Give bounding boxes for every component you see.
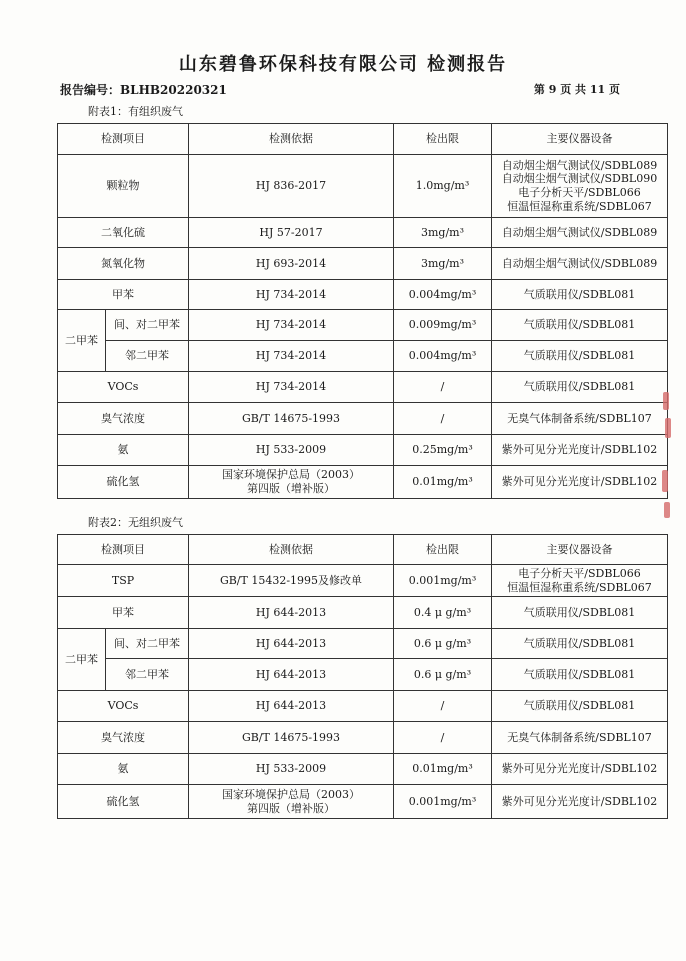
cell-item: 颗粒物 (58, 155, 189, 218)
cell-basis: HJ 644-2013 (189, 629, 394, 659)
cell-basis: HJ 734-2014 (189, 372, 394, 403)
table-row (58, 722, 668, 754)
group-label-xylene: 二甲苯 (58, 310, 106, 372)
cell-basis: HJ 644-2013 (189, 659, 394, 691)
table-row (58, 691, 668, 722)
cell-basis: HJ 644-2013 (189, 691, 394, 722)
cell-limit: 0.25mg/m³ (394, 435, 492, 466)
cell-item: 臭气浓度 (58, 722, 189, 754)
header-limit: 检出限 (394, 535, 492, 565)
table1-caption: 附表1：有组织废气 (88, 105, 183, 118)
cell-limit: 0.4 μ g/m³ (394, 597, 492, 629)
cell-limit: 0.01mg/m³ (394, 466, 492, 499)
cell-item: 邻二甲苯 (106, 341, 189, 372)
cell-basis: HJ 693-2014 (189, 248, 394, 280)
cell-item: 硫化氢 (58, 785, 189, 819)
header-basis: 检测依据 (189, 124, 394, 155)
table2-caption: 附表2：无组织废气 (88, 516, 183, 529)
cell-item: 氨 (58, 754, 189, 785)
table-header-row (58, 535, 668, 565)
cell-device: 气质联用仪/SDBL081 (492, 659, 668, 691)
cell-device: 气质联用仪/SDBL081 (492, 372, 668, 403)
cell-item: VOCs (58, 372, 189, 403)
cell-limit: / (394, 722, 492, 754)
cell-item: 甲苯 (58, 597, 189, 629)
header-item: 检测项目 (58, 124, 189, 155)
cell-device: 电子分析天平/SDBL066 恒温恒湿称重系统/SDBL067 (492, 565, 668, 597)
table-row (58, 310, 668, 341)
table-row (58, 248, 668, 280)
seal-edge-mark (662, 392, 672, 522)
table-row (58, 629, 668, 659)
cell-device: 自动烟尘烟气测试仪/SDBL089 (492, 248, 668, 280)
cell-limit: 0.6 μ g/m³ (394, 659, 492, 691)
cell-item: 臭气浓度 (58, 403, 189, 435)
cell-item: 间、对二甲苯 (106, 310, 189, 341)
table-row (58, 659, 668, 691)
cell-item: 间、对二甲苯 (106, 629, 189, 659)
table-row (58, 341, 668, 372)
cell-device: 自动烟尘烟气测试仪/SDBL089 自动烟尘烟气测试仪/SDBL090 电子分析天平/SDBL066 恒温恒湿称重系统/SDBL067 (492, 155, 668, 218)
cell-item: 邻二甲苯 (106, 659, 189, 691)
table-row (58, 155, 668, 218)
cell-device: 气质联用仪/SDBL081 (492, 597, 668, 629)
cell-basis: HJ 57-2017 (189, 218, 394, 248)
cell-device: 紫外可见分光光度计/SDBL102 (492, 466, 668, 499)
cell-limit: 0.6 μ g/m³ (394, 629, 492, 659)
header-limit: 检出限 (394, 124, 492, 155)
cell-basis: 国家环境保护总局（2003） 第四版（增补版） (189, 466, 394, 499)
cell-device: 气质联用仪/SDBL081 (492, 280, 668, 310)
cell-device: 紫外可见分光光度计/SDBL102 (492, 435, 668, 466)
cell-limit: 0.004mg/m³ (394, 280, 492, 310)
table-row (58, 280, 668, 310)
cell-limit: 3mg/m³ (394, 218, 492, 248)
cell-device: 气质联用仪/SDBL081 (492, 691, 668, 722)
table-row (58, 597, 668, 629)
cell-device: 无臭气体制备系统/SDBL107 (492, 722, 668, 754)
table-unorganized-exhaust (57, 534, 668, 819)
cell-limit: / (394, 403, 492, 435)
header-device: 主要仪器设备 (492, 535, 668, 565)
cell-item: VOCs (58, 691, 189, 722)
cell-device: 紫外可见分光光度计/SDBL102 (492, 785, 668, 819)
cell-basis: GB/T 15432-1995及修改单 (189, 565, 394, 597)
report-number: 报告编号：BLHB20220321 (60, 83, 227, 97)
cell-device: 气质联用仪/SDBL081 (492, 310, 668, 341)
table-row (58, 403, 668, 435)
table-header-row (58, 124, 668, 155)
cell-basis: 国家环境保护总局（2003） 第四版（增补版） (189, 785, 394, 819)
cell-limit: 3mg/m³ (394, 248, 492, 280)
cell-device: 自动烟尘烟气测试仪/SDBL089 (492, 218, 668, 248)
document-title: 山东碧鲁环保科技有限公司 检测报告 (178, 54, 508, 75)
cell-item: 甲苯 (58, 280, 189, 310)
cell-basis: HJ 533-2009 (189, 435, 394, 466)
cell-basis: HJ 734-2014 (189, 280, 394, 310)
cell-device: 紫外可见分光光度计/SDBL102 (492, 754, 668, 785)
group-label-xylene: 二甲苯 (58, 629, 106, 691)
cell-basis: HJ 734-2014 (189, 310, 394, 341)
cell-limit: / (394, 372, 492, 403)
table-row (58, 565, 668, 597)
cell-device: 气质联用仪/SDBL081 (492, 341, 668, 372)
header-basis: 检测依据 (189, 535, 394, 565)
table-row (58, 372, 668, 403)
table-row (58, 435, 668, 466)
cell-limit: 0.001mg/m³ (394, 565, 492, 597)
cell-item: 氨 (58, 435, 189, 466)
cell-basis: GB/T 14675-1993 (189, 722, 394, 754)
table-row (58, 218, 668, 248)
cell-item: 二氧化硫 (58, 218, 189, 248)
table-row (58, 754, 668, 785)
cell-basis: HJ 533-2009 (189, 754, 394, 785)
cell-limit: / (394, 691, 492, 722)
cell-basis: GB/T 14675-1993 (189, 403, 394, 435)
cell-basis: HJ 734-2014 (189, 341, 394, 372)
cell-limit: 0.001mg/m³ (394, 785, 492, 819)
cell-item: 硫化氢 (58, 466, 189, 499)
table-row (58, 466, 668, 499)
table-organized-exhaust (57, 123, 668, 499)
page-info: 第 9 页 共 11 页 (533, 83, 620, 96)
cell-limit: 0.01mg/m³ (394, 754, 492, 785)
cell-device: 无臭气体制备系统/SDBL107 (492, 403, 668, 435)
cell-limit: 0.004mg/m³ (394, 341, 492, 372)
cell-basis: HJ 644-2013 (189, 597, 394, 629)
cell-item: 氮氧化物 (58, 248, 189, 280)
cell-item: TSP (58, 565, 189, 597)
cell-basis: HJ 836-2017 (189, 155, 394, 218)
cell-limit: 0.009mg/m³ (394, 310, 492, 341)
table-row (58, 785, 668, 819)
header-item: 检测项目 (58, 535, 189, 565)
cell-limit: 1.0mg/m³ (394, 155, 492, 218)
header-device: 主要仪器设备 (492, 124, 668, 155)
cell-device: 气质联用仪/SDBL081 (492, 629, 668, 659)
